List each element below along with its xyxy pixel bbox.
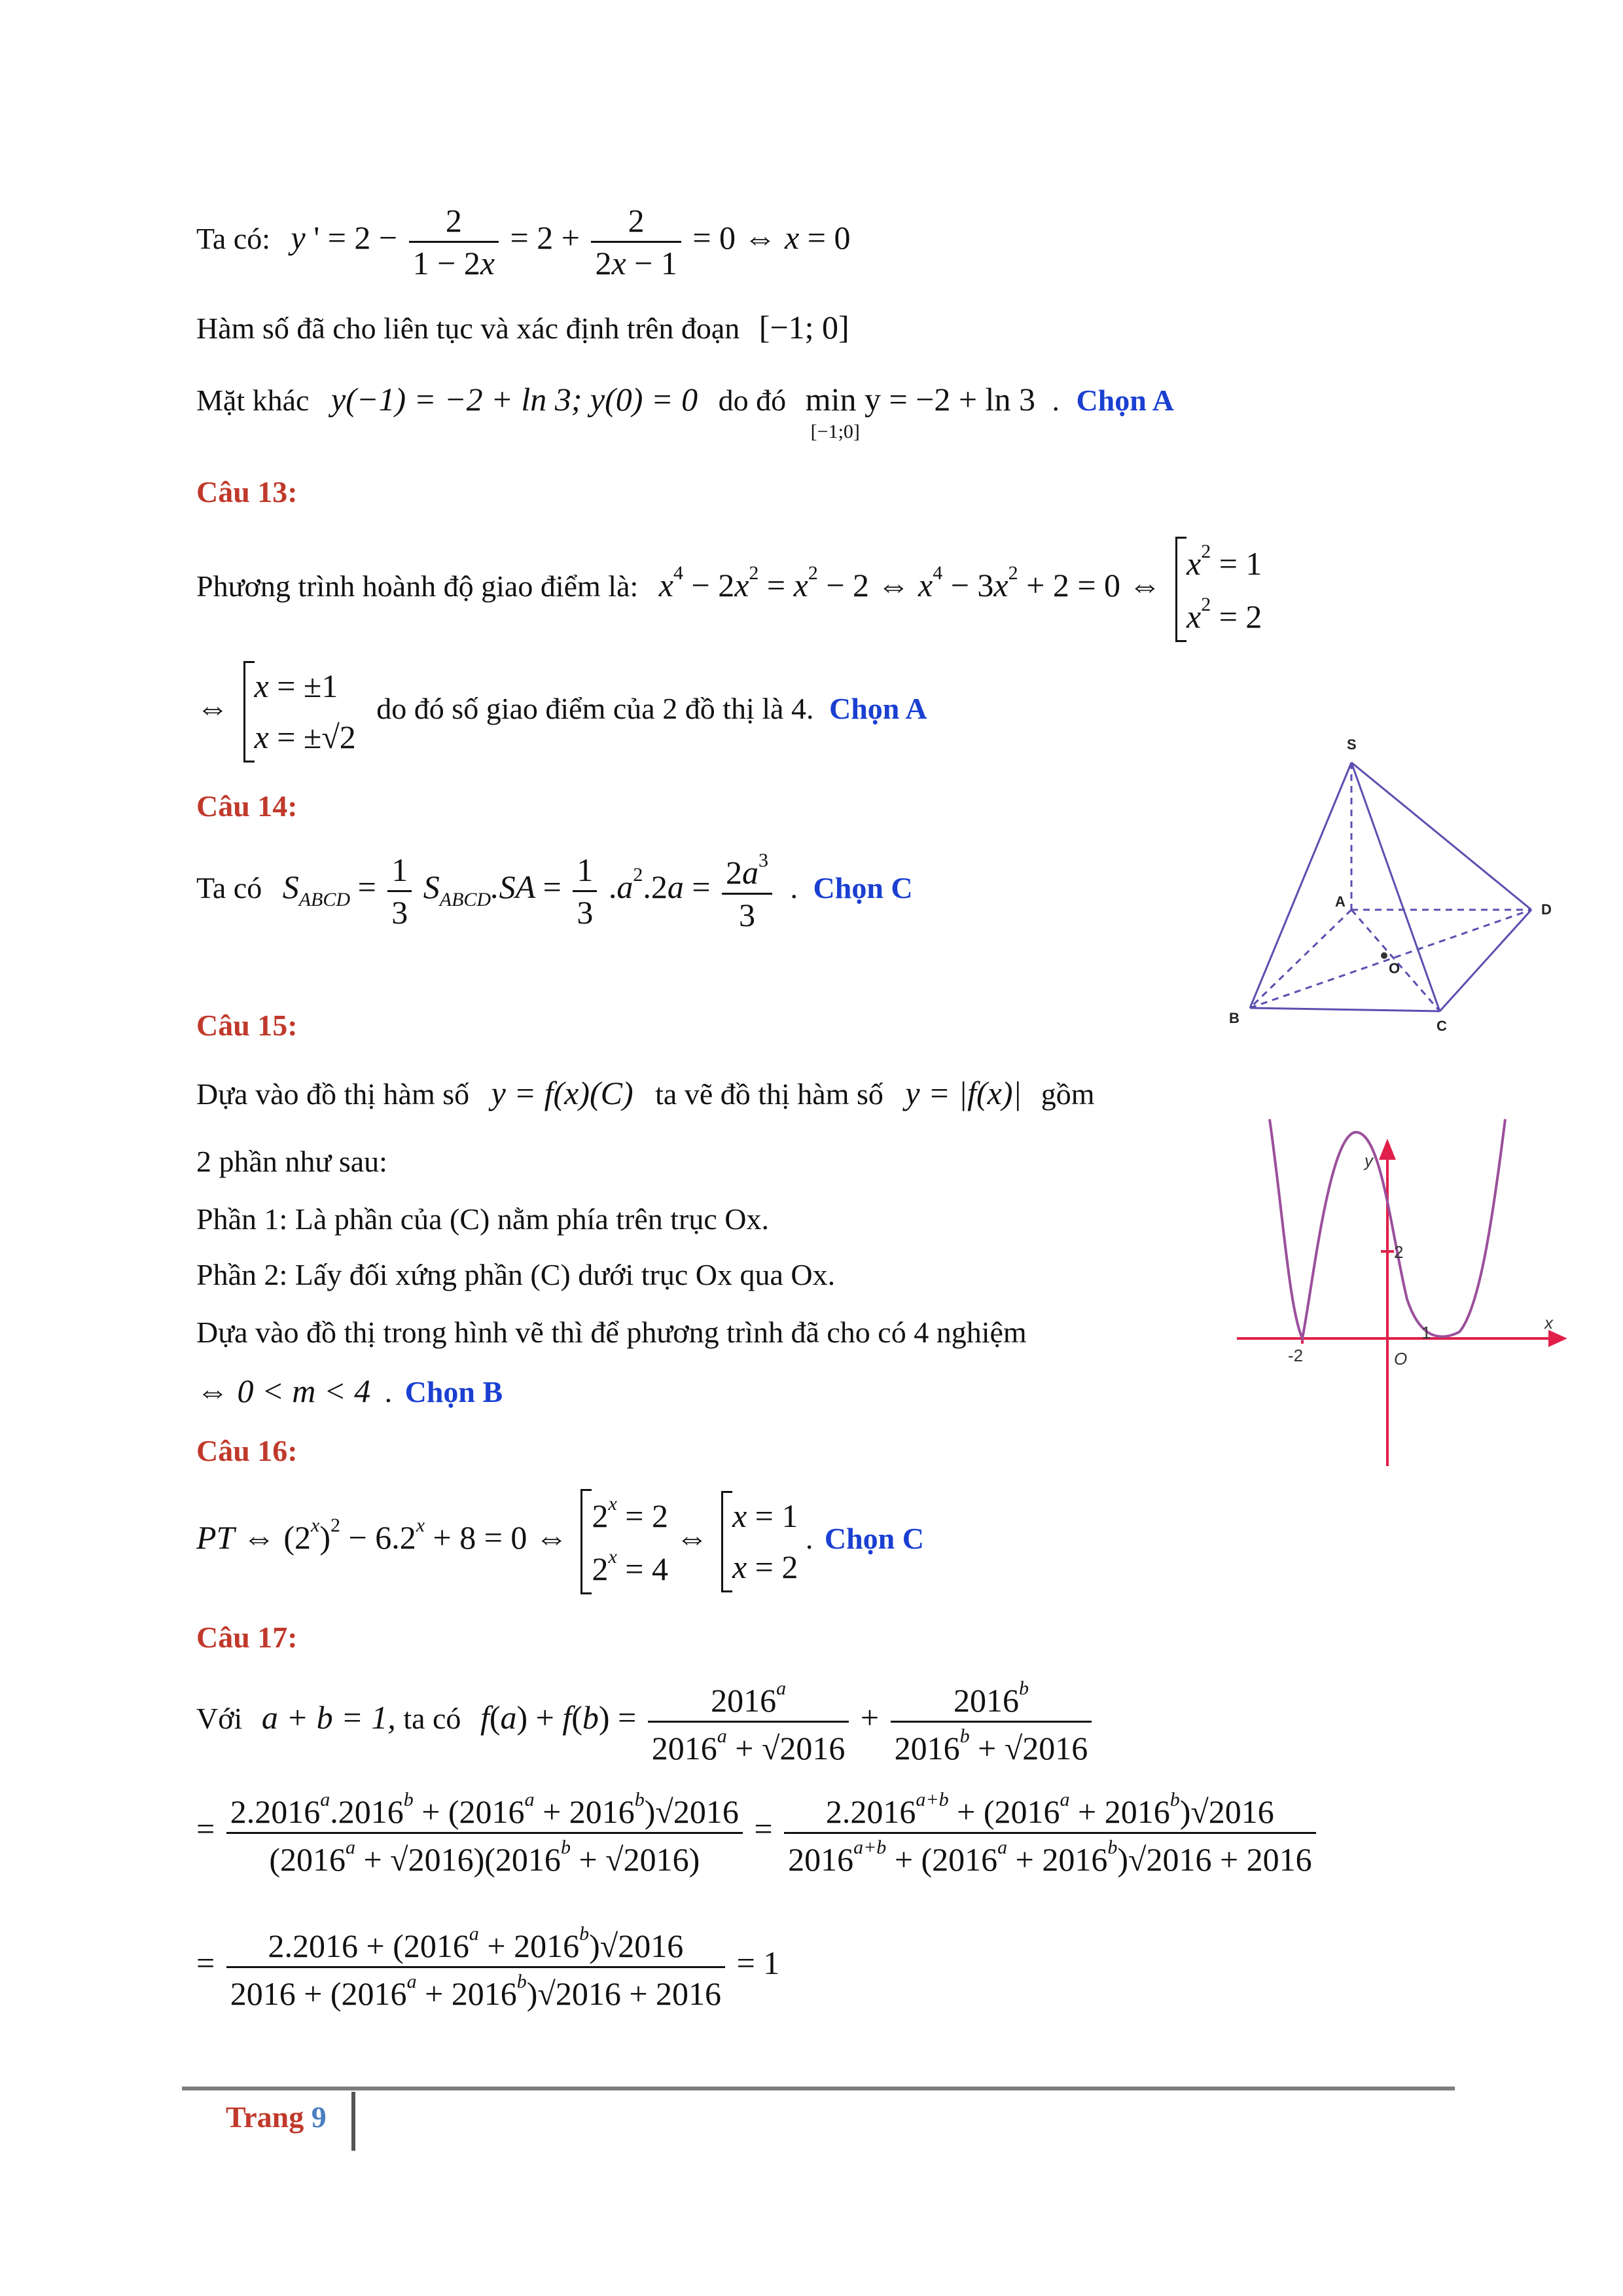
- point-o: [1381, 952, 1387, 959]
- continuity-line: Hàm số đã cho liên tục và xác định trên đoạn [−1; 0]: [196, 309, 849, 346]
- answer-choice: Chọn A: [829, 692, 927, 726]
- answer-choice: Chọn A: [1076, 384, 1175, 417]
- q15-condition-line: ⇔ 0 < m < 4 . Chọn B: [196, 1372, 503, 1409]
- page-footer: [226, 2100, 327, 2134]
- label-origin: O: [1394, 1349, 1408, 1369]
- q13-equation-line: Phương trình hoành độ giao điểm là: $x^4 - 2x^2 = x^2 - 2$ ⇔ $x^4 - 3x^2 + 2 = 0$ ⇔ $x^2 = 1$ $x^2 = 2$: [196, 537, 1262, 642]
- label-d: D: [1541, 901, 1552, 918]
- label-b: B: [1229, 1010, 1240, 1026]
- label-y: y: [1364, 1151, 1373, 1170]
- derivative-line: Ta có: y ' = 2 − $\frac{2}{1 - 2x}$ = 2 + $\frac{2}{2x - 1}$ = 0 ⇔ x = 0: [196, 202, 851, 281]
- q17-line2: = $\frac{2.2016^a.2016^b + (2016^a + 2016^b)√2016}{(2016^a + √2016)(2016^b + √2016)}$ = $\frac{2.2016^{a+b} + (2016^a + 2016^b)√2016}{2016^{a+b} + (2016^a + 2016^b)√2016 + 2016}$: [196, 1790, 1320, 1876]
- q15-line2: 2 phần như sau:: [196, 1145, 387, 1178]
- page-number: 9: [311, 2100, 327, 2134]
- abs-function-graph: [1230, 1113, 1571, 1469]
- edge-bc: [1250, 1008, 1440, 1011]
- answer-choice: Chọn B: [404, 1375, 503, 1408]
- q13-solution-line: ⇔ x = ±1 x = ±√2 do đó số giao điểm của 2 đồ thị là 4. Chọn A: [196, 661, 927, 762]
- q15-part1: Phần 1: Là phần của (C) nằm phía trên trục Ox.: [196, 1202, 770, 1236]
- edge-sb: [1250, 762, 1351, 1008]
- label-a: A: [1335, 893, 1346, 910]
- q15-line1: Dựa vào đồ thị hàm số y = f(x)(C) ta vẽ đồ thị hàm số y = |f(x)| gồm: [196, 1075, 1095, 1111]
- label-s: S: [1347, 736, 1357, 753]
- q15-part2: Phần 2: Lấy đối xứng phần (C) dưới trục Ox qua Ox.: [196, 1258, 836, 1291]
- y-axis-arrow: [1381, 1142, 1394, 1158]
- label-one: 1: [1421, 1323, 1431, 1342]
- q16-equation-line: PT ⇔ $(2^x)^2 - 6.2^x + 8 = 0$ ⇔ $2^x = 2$ $2^x = 4$ ⇔ x = 1 x = 2 . Chọn C: [196, 1489, 924, 1594]
- footer-divider: [182, 2087, 1455, 2090]
- pyramid-figure: [1217, 730, 1571, 1037]
- label-x: x: [1544, 1313, 1553, 1333]
- q15-line5: Dựa vào đồ thị trong hình vẽ thì để phương trình đã cho có 4 nghiệm: [196, 1316, 1027, 1349]
- interval: [−1; 0]: [758, 309, 849, 346]
- question-title-13: Câu 13:: [196, 475, 298, 509]
- label-c: C: [1436, 1018, 1447, 1034]
- edge-ab: [1250, 910, 1351, 1008]
- footer-label: Trang: [226, 2100, 304, 2134]
- question-title-17: Câu 17:: [196, 1621, 298, 1654]
- question-title-14: Câu 14:: [196, 789, 298, 823]
- footer-vertical-bar: [351, 2092, 355, 2151]
- label-o: O: [1389, 960, 1400, 977]
- question-title-15: Câu 15:: [196, 1009, 298, 1042]
- x-axis-arrow: [1550, 1332, 1564, 1345]
- minimum-line: Mặt khác y(−1) = −2 + ln 3; y(0) = 0 do đó min y = −2 + ln 3 [−1;0] . Chọn A: [196, 381, 1175, 442]
- answer-choice: Chọn C: [813, 871, 913, 905]
- label-neg-two: -2: [1288, 1346, 1304, 1365]
- question-title-16: Câu 16:: [196, 1434, 298, 1467]
- label-two: 2: [1394, 1242, 1404, 1262]
- answer-choice: Chọn C: [824, 1522, 924, 1556]
- diag-bd: [1250, 910, 1531, 1008]
- q17-line3: = $\frac{2.2016 + (2016^a + 2016^b)√2016}{2016 + (2016^a + 2016^b)√2016 + 2016}$ = 1: [196, 1923, 780, 2012]
- q14-volume-line: Ta có $S_{ABCD}$ = $\frac{1}{3}$ $S_{ABCD}.SA$ = $\frac{1}{3}$ $.a^2.2a$ = $\frac{2a^3}{3}$ . Chọn C: [196, 850, 913, 933]
- q17-line1: Với a + b = 1, ta có f(a) + f(b) = $\frac{2016^a}{2016^a + √2016}$ + $\frac{2016^b}{2016^b + √2016}$: [196, 1679, 1096, 1765]
